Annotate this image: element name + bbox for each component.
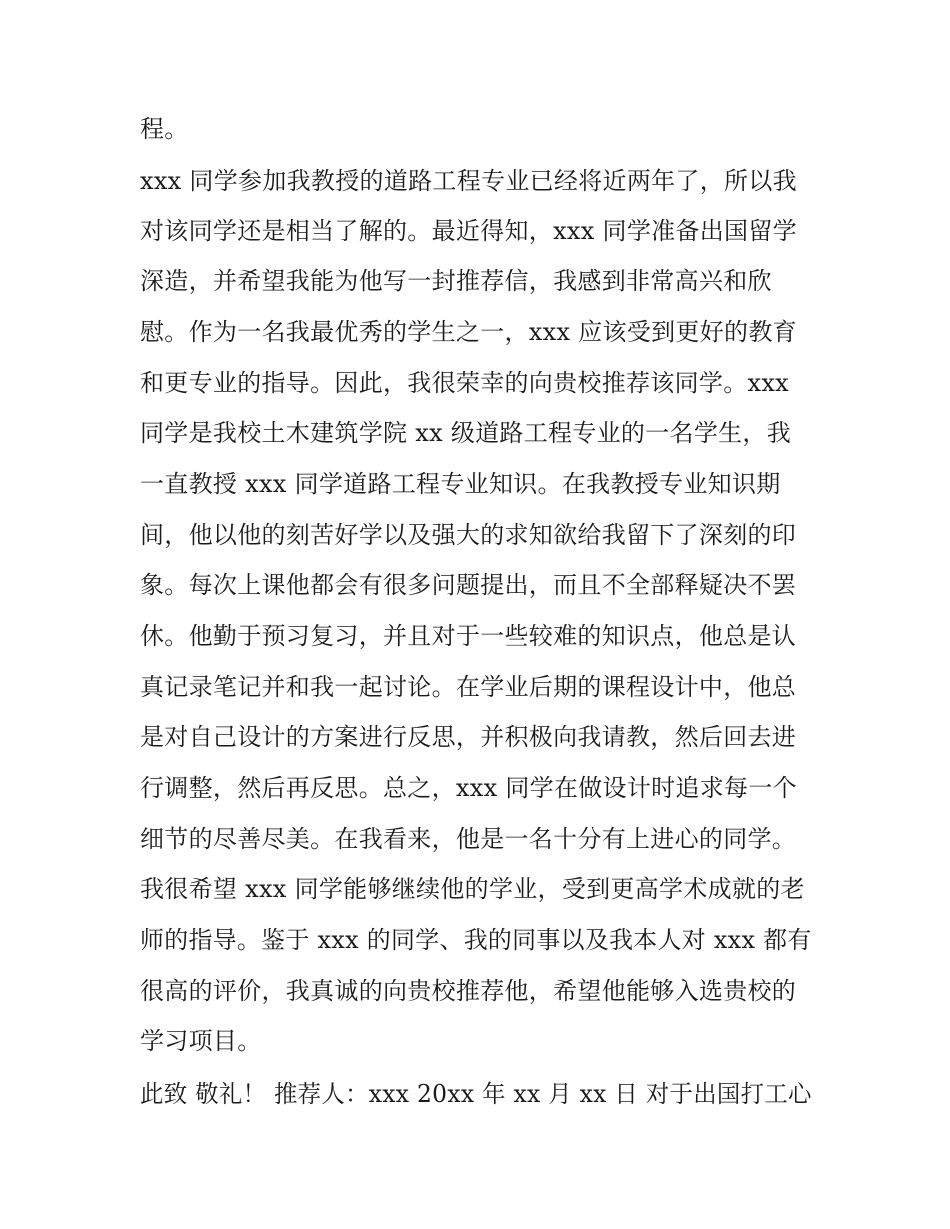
text-line: 慰。作为一名我最优秀的学生之一，xxx 应该受到更好的教育 [140, 318, 797, 346]
text-line: 程。 [140, 115, 189, 143]
text-line: 真记录笔记并和我一起讨论。在学业后期的课程设计中，他总 [140, 673, 797, 701]
text-line: xxx 同学参加我教授的道路工程专业已经将近两年了，所以我 [140, 167, 797, 195]
text-line: 此致 敬礼！ 推荐人：xxx 20xx 年 xx 月 xx 日 对于出国打工心 [140, 1080, 812, 1108]
text-line: 我很希望 xxx 同学能够继续他的学业，受到更高学术成就的老 [140, 875, 805, 903]
text-line: 和更专业的指导。因此，我很荣幸的向贵校推荐该同学。xxx [140, 369, 790, 397]
text-line: 对该同学还是相当了解的。最近得知，xxx 同学准备出国留学 [140, 217, 797, 245]
text-line: 行调整，然后再反思。总之，xxx 同学在做设计时追求每一个 [140, 774, 797, 802]
text-line: 很高的评价，我真诚的向贵校推荐他，希望他能够入选贵校的 [140, 977, 797, 1005]
text-line: 间，他以他的刻苦好学以及强大的求知欲给我留下了深刻的印 [140, 521, 797, 549]
text-line: 细节的尽善尽美。在我看来，他是一名十分有上进心的同学。 [140, 825, 797, 853]
text-line: 师的指导。鉴于 xxx 的同学、我的同事以及我本人对 xxx 都有 [140, 926, 812, 954]
text-line: 是对自己设计的方案进行反思，并积极向我请教，然后回去进 [140, 723, 797, 751]
text-line: 同学是我校土木建筑学院 xx 级道路工程专业的一名学生，我 [140, 419, 792, 447]
text-line: 象。每次上课他都会有很多问题提出，而且不全部释疑决不罢 [140, 571, 797, 599]
text-line: 深造，并希望我能为他写一封推荐信，我感到非常高兴和欣 [140, 267, 772, 295]
text-line: 一直教授 xxx 同学道路工程专业知识。在我教授专业知识期 [140, 470, 781, 498]
text-line: 休。他勤于预习复习，并且对于一些较难的知识点，他总是认 [140, 622, 797, 650]
text-line: 学习项目。 [140, 1027, 262, 1055]
